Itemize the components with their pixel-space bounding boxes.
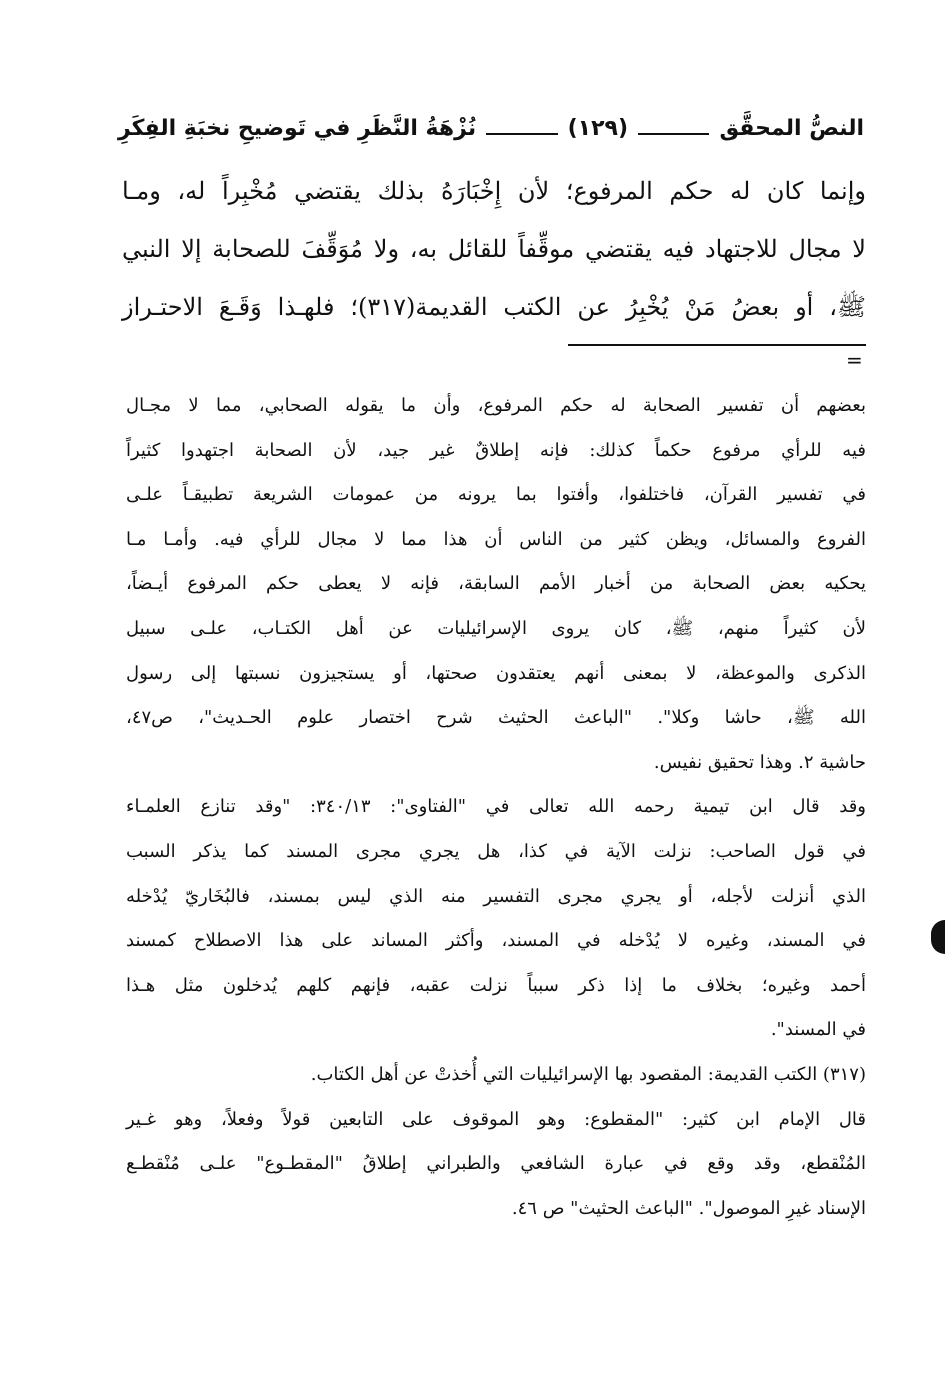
footnote-line: الله ﷺ، حاشا وكلا". "الباعث الحثيث شرح اختصار علوم الحـديث"، ص٤٧، xyxy=(126,707,866,729)
footnote-line: في المسند، وغيره لا يُدْخله في المسند، وأكثر المساند على هذا الاصطلاح كمسند xyxy=(126,930,866,952)
page-number: (١٢٩) xyxy=(567,115,628,141)
footnote-line: لأن كثيراً منهم، ﷺ، كان يروى الإسرائيليات عن أهل الكتـاب، علـى سبيل xyxy=(126,617,866,639)
footnote-line: الإسناد غيرِ الموصول". "الباعث الحثيث" ص ٤٦. xyxy=(511,1197,866,1219)
footnote-line: وقد قال ابن تيمية رحمه الله تعالى في "الفتاوى": ٣٤٠/١٣: "وقد تنازع العلمـاء xyxy=(126,796,866,818)
footnote-line: بعضهم أن تفسير الصحابة له حكم المرفوع، وأن ما يقوله الصحابي، مما لا مجـال xyxy=(126,395,866,416)
main-text-line: ﷺ، أو بعضُ مَنْ يُخْبِرُ عن الكتب القديمة(٣١٧)؛ فلهـذا وَقَـعَ الاحتـراز xyxy=(122,293,866,321)
running-header xyxy=(118,108,864,148)
footnote-line: المُنْقطع، وقد وقع في عبارة الشافعي والطبراني إطلاقُ "المقطـوع" علـى مُنْقطـع xyxy=(126,1153,866,1175)
footnote-separator-rule xyxy=(568,344,866,346)
footnote-line: الذي أنزلت لأجله، أو يجري مجرى التفسير منه الذي ليس بمسند، فالبُخَاريّ يُدْخله xyxy=(126,885,866,907)
footnote-line: يحكيه بعض الصحابة من أخبار الأمم السابقة، فإنه لا يعطى حكم المرفوع أيـضاً، xyxy=(126,573,866,595)
footnote-line: في تفسير القرآن، فاختلفوا، وأفتوا بما يرونه من عمومات الشريعة تطبيقـاً علـى xyxy=(126,484,866,506)
header-rule-right xyxy=(638,133,709,135)
footnote-line: أحمد وغيره؛ بخلاف ما إذا ذكر سبباً نزلت عقبه، فإنهم كلهم يُدخلون مثل هـذا xyxy=(126,974,866,996)
footnote-line: الذكرى والموعظة، لا بمعنى أنهم يعتقدون صحتها، أو يستجيزون نسبتها إلى رسول xyxy=(126,662,866,684)
footnote-line: الفروع والمسائل، ويظن كثير من الناس أن هذا مما لا مجال للرأي فيه. وأمـا مـا xyxy=(126,528,866,550)
footnotes-block xyxy=(126,384,866,1231)
main-text-line: وإنما كان له حكم المرفوع؛ لأن إِخْبَارَهُ بذلك يقتضي مُخْبِراً له، ومـا xyxy=(122,177,866,205)
main-body-text xyxy=(122,162,866,336)
footnote-line: فيه للرأي مرفوع حكماً كذلك: فإنه إطلاقٌ غير جيد، لأن الصحابة اجتهدوا كثيراً xyxy=(126,439,866,461)
footnote-line: قال الإمام ابن كثير: "المقطوع: وهو الموقوف على التابعين قولاً وفعلاً، وهو غـير xyxy=(126,1108,866,1130)
footnote-continuation-mark: = xyxy=(846,348,863,372)
footnote-line: في قول الصاحب: نزلت الآية في كذا، هل يجري مجرى المسند كما يذكر السبب xyxy=(126,840,866,862)
chapter-title: النصُّ المحقَّق xyxy=(719,115,864,141)
book-title: نُزْهَةُ النَّظَرِ في تَوضيحِ نخبَةِ الفِكَرِ xyxy=(118,115,477,141)
header-rule-left xyxy=(486,133,557,135)
scan-edge-mark xyxy=(931,920,945,954)
footnote-line: حاشية ٢. وهذا تحقيق نفيس. xyxy=(653,751,866,773)
footnote-line: (٣١٧) الكتب القديمة: المقصود بها الإسرائيليات التي أُخذتْ عن أهل الكتاب. xyxy=(310,1063,866,1085)
footnote-line: في المسند". xyxy=(770,1019,866,1041)
main-text-line: لا مجال للاجتهاد فيه يقتضي موقِّفاً للقائل به، ولا مُوَقِّفَ للصحابة إلا النبي xyxy=(122,235,866,263)
